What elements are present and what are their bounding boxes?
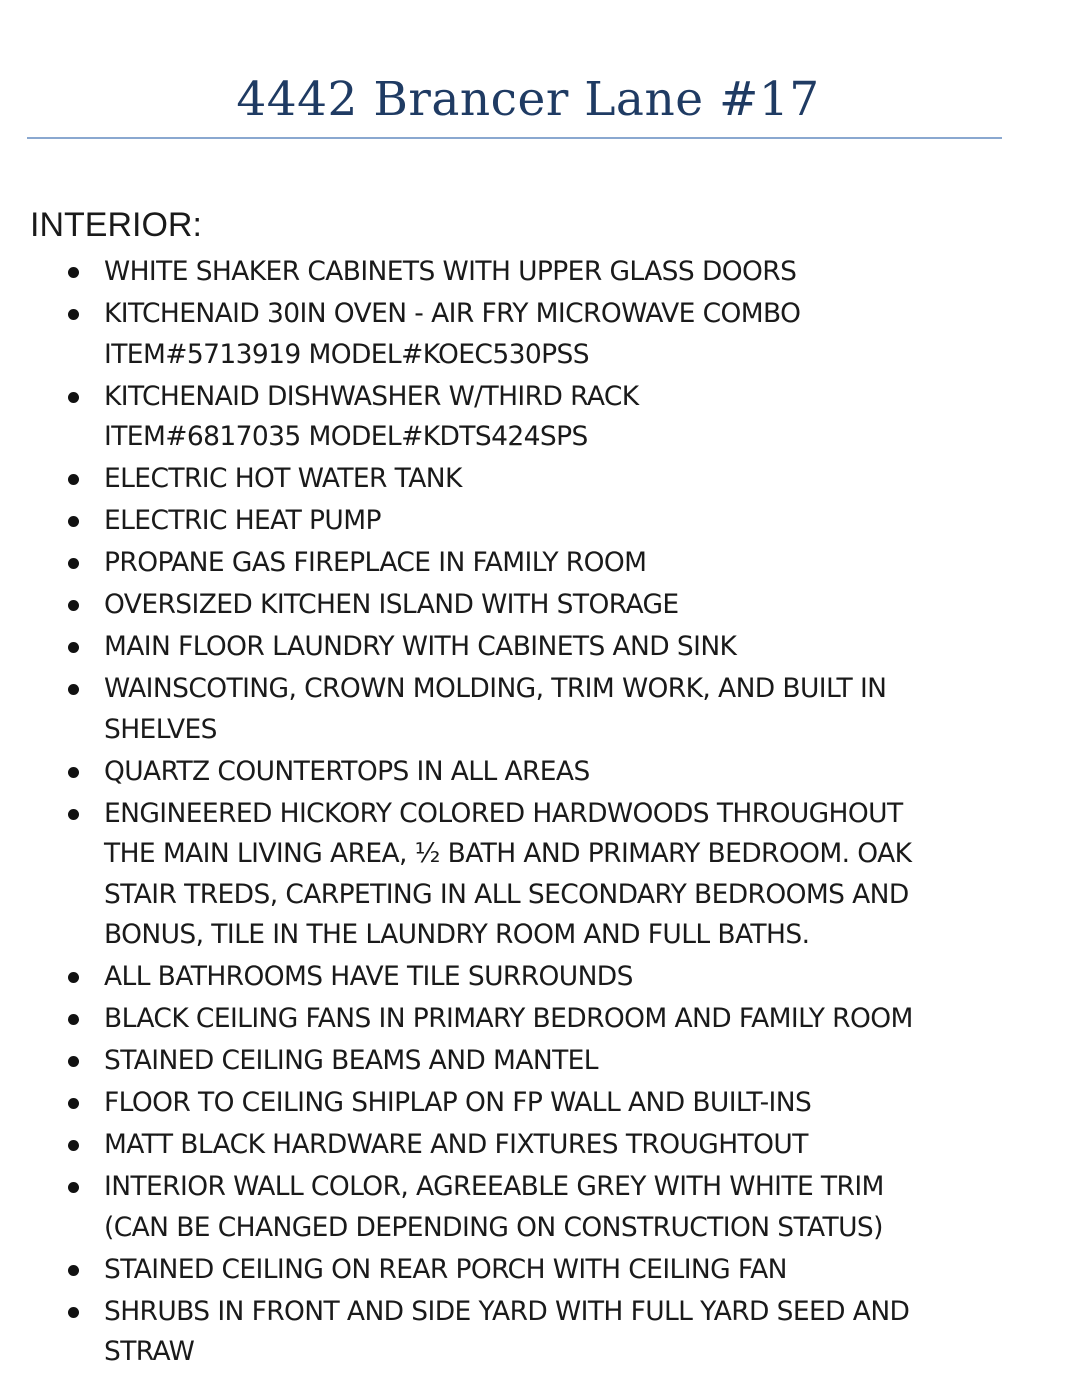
list-item [0,543,1040,584]
bullet-dot-icon [68,267,79,278]
list-item-text: STAINED CEILING ON REAR PORCH WITH CEILING FAN [104,1253,787,1285]
list-item [0,501,1040,542]
bullet-dot-icon [68,1182,79,1193]
list-item-text: PROPANE GAS FIREPLACE IN FAMILY ROOM [104,547,647,578]
list-item [0,252,1040,293]
list-item [0,1041,1040,1082]
list-item [0,1292,1040,1373]
list-item-text: INTERIOR WALL COLOR, AGREEABLE GREY WITH WHITE TRIM [104,1171,884,1202]
list-item-text: WHITE SHAKER CABINETS WITH UPPER GLASS DOORS [104,256,797,287]
bullet-dot-icon [68,684,79,695]
list-item-text: SHRUBS IN FRONT AND SIDE YARD WITH FULL YARD SEED AND [104,1295,910,1327]
list-item [0,1083,1040,1124]
list-item [0,294,1040,375]
bullet-dot-icon [68,516,79,527]
bullet-dot-icon [68,1307,79,1318]
list-item-text: SHELVES [104,713,217,745]
list-item-text: ELECTRIC HOT WATER TANK [104,463,462,494]
list-item [0,669,1040,750]
list-item-text: (CAN BE CHANGED DEPENDING ON CONSTRUCTION STATUS) [104,1211,883,1243]
bullet-dot-icon [68,474,79,485]
bullet-dot-icon [68,642,79,653]
list-item [0,794,1040,956]
feature-list [0,252,1040,1374]
section-heading-interior: INTERIOR: [30,206,202,244]
list-item-text: STAINED CEILING BEAMS AND MANTEL [104,1045,598,1076]
list-item-text: QUARTZ COUNTERTOPS IN ALL AREAS [104,755,590,787]
bullet-dot-icon [68,1056,79,1067]
bullet-dot-icon [68,972,79,983]
list-item [0,957,1040,998]
list-item [0,999,1040,1040]
bullet-dot-icon [68,309,79,320]
bullet-dot-icon [68,392,79,403]
list-item-text: STRAW [104,1336,195,1367]
list-item-text: KITCHENAID 30IN OVEN - AIR FRY MICROWAVE COMBO [104,298,801,329]
list-item-text: OVERSIZED KITCHEN ISLAND WITH STORAGE [104,589,679,620]
list-item-text: ENGINEERED HICKORY COLORED HARDWOODS THROUGHOUT [104,797,903,829]
list-item-text: ITEM#5713919 MODEL#KOEC530PSS [104,338,589,370]
list-item-text: MAIN FLOOR LAUNDRY WITH CABINETS AND SINK [104,631,737,662]
list-item-text: ELECTRIC HEAT PUMP [104,505,381,536]
bullet-dot-icon [68,1265,79,1276]
title-divider [27,137,1002,139]
bullet-dot-icon [68,1098,79,1109]
bullet-dot-icon [68,809,79,820]
bullet-dot-icon [68,767,79,778]
list-item [0,627,1040,668]
list-item [0,377,1040,458]
list-item-text: BLACK CEILING FANS IN PRIMARY BEDROOM AND FAMILY ROOM [104,1003,913,1034]
list-item-text: KITCHENAID DISHWASHER W/THIRD RACK [104,380,639,412]
list-item-text: THE MAIN LIVING AREA, ½ BATH AND PRIMARY BEDROOM. OAK [104,838,912,869]
list-item [0,459,1040,500]
bullet-dot-icon [68,1014,79,1025]
list-item-text: WAINSCOTING, CROWN MOLDING, TRIM WORK, AND BUILT IN [104,673,887,704]
bullet-dot-icon [68,600,79,611]
list-item [0,1250,1040,1291]
list-item-text: BONUS, TILE IN THE LAUNDRY ROOM AND FULL BATHS. [104,919,810,950]
page-title: 4442 Brancer Lane #17 [236,72,820,127]
list-item-text: FLOOR TO CEILING SHIPLAP ON FP WALL AND BUILT-INS [104,1087,812,1118]
list-item [0,1125,1040,1166]
list-item-text: STAIR TREDS, CARPETING IN ALL SECONDARY BEDROOMS AND [104,878,909,910]
list-item-text: ALL BATHROOMS HAVE TILE SURROUNDS [104,961,633,992]
bullet-dot-icon [68,558,79,569]
list-item-text: MATT BLACK HARDWARE AND FIXTURES TROUGHTOUT [104,1129,808,1160]
list-item [0,1167,1040,1248]
list-item [0,585,1040,626]
list-item [0,752,1040,793]
list-item-text: ITEM#6817035 MODEL#KDTS424SPS [104,421,588,452]
bullet-dot-icon [68,1140,79,1151]
